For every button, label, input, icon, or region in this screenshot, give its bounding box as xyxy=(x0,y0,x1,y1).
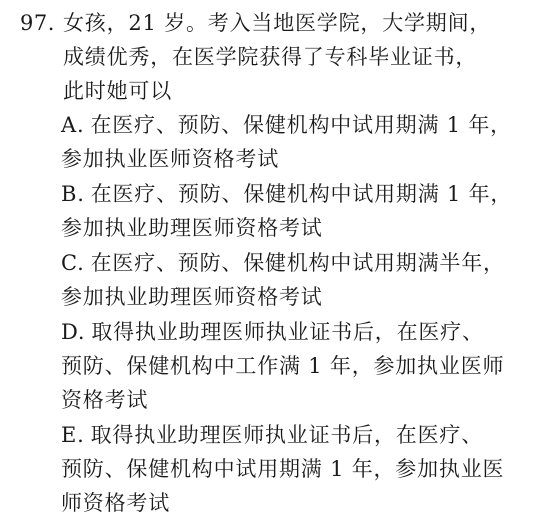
option-key: D. xyxy=(61,320,86,344)
option-text: 取得执业助理医师执业证书后，在医疗、 xyxy=(90,423,484,447)
stem-line: 此时她可以 xyxy=(63,79,172,103)
option-key: B. xyxy=(61,182,85,206)
option-text: 在医疗、预防、保健机构中试用期满 1 年， xyxy=(90,113,512,137)
option-b[interactable] xyxy=(61,177,513,245)
option-text: 参加执业助理医师资格考试 xyxy=(61,216,323,240)
option-key: C. xyxy=(61,251,85,275)
question-number: 97. xyxy=(20,11,55,35)
stem-line: 女孩，21 岁。考入当地医学院，大学期间， xyxy=(63,11,492,35)
option-text: 在医疗、预防、保健机构中试用期满 1 年， xyxy=(90,182,513,206)
option-text: 取得执业助理医师执业证书后，在医疗、 xyxy=(91,320,484,344)
answer-options xyxy=(61,108,513,521)
option-text: 参加执业助理医师资格考试 xyxy=(61,285,323,309)
option-c[interactable] xyxy=(61,246,506,314)
option-text: 师资格考试 xyxy=(61,491,170,515)
option-a[interactable] xyxy=(61,108,512,176)
option-text: 资格考试 xyxy=(61,388,149,412)
option-text: 参加执业医师资格考试 xyxy=(61,147,279,171)
option-text: 预防、保健机构中工作满 1 年，参加执业医师 xyxy=(61,354,505,378)
option-text: 在医疗、预防、保健机构中试用期满半年， xyxy=(90,251,505,275)
option-text: 预防、保健机构中试用期满 1 年，参加执业医 xyxy=(61,457,505,481)
option-key: E. xyxy=(61,423,85,447)
option-d[interactable] xyxy=(61,315,506,417)
question-stem xyxy=(63,6,503,108)
stem-line: 成绩优秀，在医学院获得了专科毕业证书， xyxy=(63,45,478,69)
option-e[interactable] xyxy=(61,418,506,520)
option-key: A. xyxy=(61,113,85,137)
cropped-next-line xyxy=(61,510,501,520)
